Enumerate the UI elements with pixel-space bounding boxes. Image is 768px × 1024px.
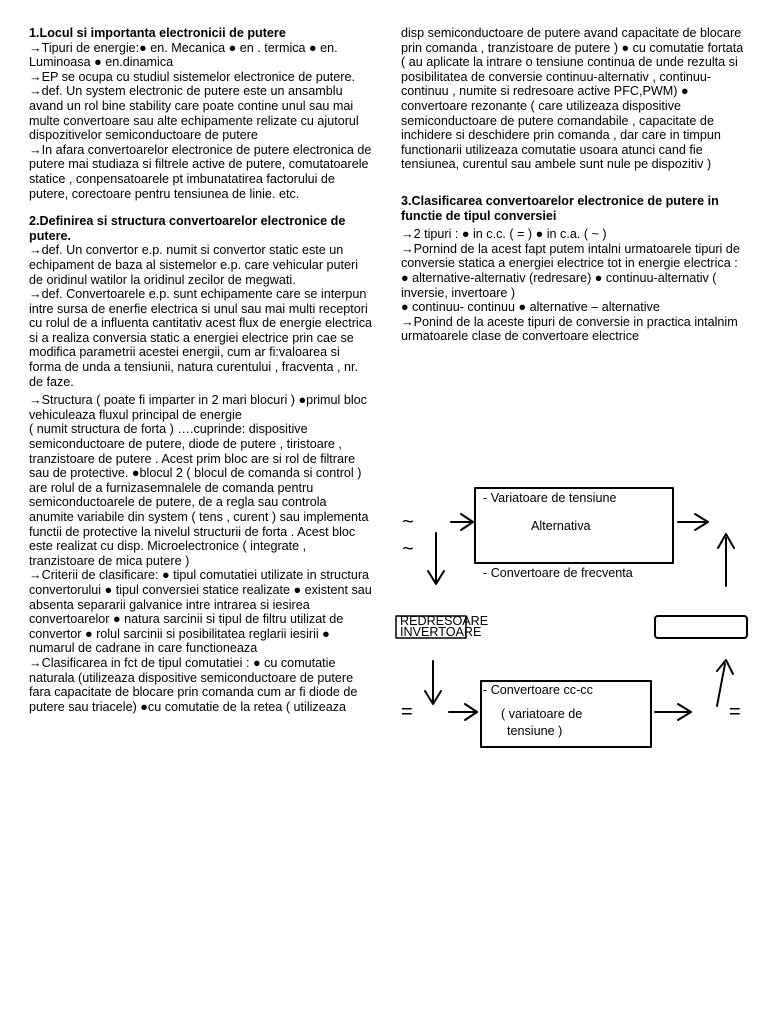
section-2-title: 2.Definirea si structura convertoarelor electronice de putere. xyxy=(29,214,346,243)
top-box-line2: Alternativa xyxy=(531,519,591,533)
section-3-title: 3.Clasificarea convertoarelor electronice de putere in functie de tipul conversiei xyxy=(401,193,719,223)
s2-paragraph-2: →def. Convertoarele e.p. sunt echipamente care se interpun intre sursa de enerfie electrica si unul sau mai multi receptori cu rolul de a influenta cantitativ acest flux de energie electrica si a realiza conversia static a energiei electrice prin cae se modifica parametrii acestei energii, cum ar fi:valoarea si forma de unda a tensiunii, natura curentului , fracventa , nr. de faze. xyxy=(29,287,373,389)
tilde-symbol-2: ~ xyxy=(402,538,414,560)
redresoare-text: REDRESOARE xyxy=(400,614,489,628)
s3-paragraph-2: →Pornind de la acest fapt putem intalni urmatoarele tipuri de conversie statica a energiei electrice tot in energie electrica : ● alternative-alternativ (redresare) ● continuu-alternativ ( inversie, invertoare ) xyxy=(401,241,740,300)
tilde-symbol-1: ~ xyxy=(402,511,414,533)
equals-symbol-right: = xyxy=(729,701,741,723)
s2-paragraph-5: →Criterii de clasificare: ● tipul comutatiei utilizate in structura convertorului ● tipul conversiei statice realizate ● existent sau absenta separarii galvanice intre intrarea si iesirea convertoarelor ● natura sarcinii si tipul de filtru utilizat de convertor ● rolul sarcinii si posibilitatea reglarii iesirii ● numarul de cadrane in care functioneaza xyxy=(29,568,372,656)
bottom-box-line3: tensiune ) xyxy=(507,724,563,738)
bottom-box-line1: - Convertoare cc-cc xyxy=(483,683,593,697)
top-box-below-label: - Convertoare de frecventa xyxy=(483,566,633,580)
s3-paragraph-3: ● continuu- continuu ● alternative – alternative xyxy=(401,300,660,315)
continuation-paragraph: disp semiconductoare de putere avand capacitate de blocare prin comanda , tranzistoare de putere ) ● cu comutatie fortata ( au aplicate la intrare o tensiune continua de unde rezulta si posibilitatea de conversie continuu-alternativ , continuu-continuu , numite si redresoare active PFC,PWM) ● convertoare rezonante ( care utilizeaza dispositive semiconductoare de putere comandabile , capacitate de inchidere si deschidere prin comanda , dar care in timpun functionarii utilizeaza comutatie usoara atunci cand fie tensiunea, curentul sau ambele sunt nule pe dispozitiv ) xyxy=(401,26,744,172)
s2-paragraph-4: ( numit structura de forta ) ….cuprinde: dispositive semiconductoare de putere, diode de putere , tiristoare , tranzistoare de putere . Acest prim bloc are si rol de filtrare sau de protective. ●blocul 2 ( blocul de comanda si control ) are rolul de a furnizasemnalele de comanda pentru semiconductoarele de putere, de a regla sau controla anumite variabile din system ( tens , curent ) sau implementa functii de protective la nivelul structurii de forta . Acest bloc este realizat cu disp. Microelectronice ( integrate , tranzistoare de mica putere ) xyxy=(29,422,369,568)
invertoare-text: INVERTOARE xyxy=(400,625,482,639)
redresoare-label xyxy=(400,616,488,638)
left-column xyxy=(29,26,374,714)
s3-paragraph-4: →Ponind de la aceste tipuri de conversie in practica intalnim urmatoarele clase de convertoare electrice xyxy=(401,314,738,344)
top-box-line1: - Variatoare de tensiune xyxy=(483,491,617,505)
section-1-title: 1.Locul si importanta electronicii de putere xyxy=(29,26,286,40)
converter-classes-diagram xyxy=(395,486,755,756)
s2-paragraph-6: →Clasificarea in fct de tipul comutatiei : ● cu comutatie naturala (utilizeaza dispositive semiconductoare de putere fara capacitate de blocare prin comanda cum ar fi diode de putere sau triacele) ●cu comutatie de la retea ( utilizeaza xyxy=(29,655,358,714)
s1-paragraph-4: →In afara convertoarelor electronice de putere electronica de putere mai studiaza si filtrele active de putere, comutatoarele statice , conpensatoarele pt imbunatatirea factorului de putere, corectoare pentru tensiunea de linie. etc. xyxy=(29,142,372,201)
s1-paragraph-3: →def. Un system electronic de putere este un ansamblu avand un rol bine stability care poate contine unul sau mai multe convertoare sau alte echipamente relizate cu ajutorul dispozitivelor semiconductoare de putere xyxy=(29,84,359,143)
equals-symbol-left: = xyxy=(401,701,413,723)
right-column xyxy=(401,26,747,344)
s1-paragraph-2: →EP se ocupa cu studiul sistemelor electronice de putere. xyxy=(29,69,355,84)
s1-paragraph-1: →Tipuri de energie:● en. Mecanica ● en . termica ● en. Luminoasa ● en.dinamica xyxy=(29,40,338,70)
s2-paragraph-1: →def. Un convertor e.p. numit si convertor static este un echipament de baza al sistemelor e.p. care vehicular puteri de oridinul watilor la oridinul zecilor de megwati. xyxy=(29,243,359,287)
empty-box xyxy=(655,616,747,638)
bottom-box-line2: ( variatoare de xyxy=(501,707,583,721)
s3-paragraph-1: →2 tipuri : ● in c.c. ( = ) ● in c.a. ( ~ ) xyxy=(401,227,607,242)
s2-paragraph-3: →Structura ( poate fi imparter in 2 mari blocuri ) ●primul bloc vehiculeaza fluxul principal de energie xyxy=(29,393,367,422)
